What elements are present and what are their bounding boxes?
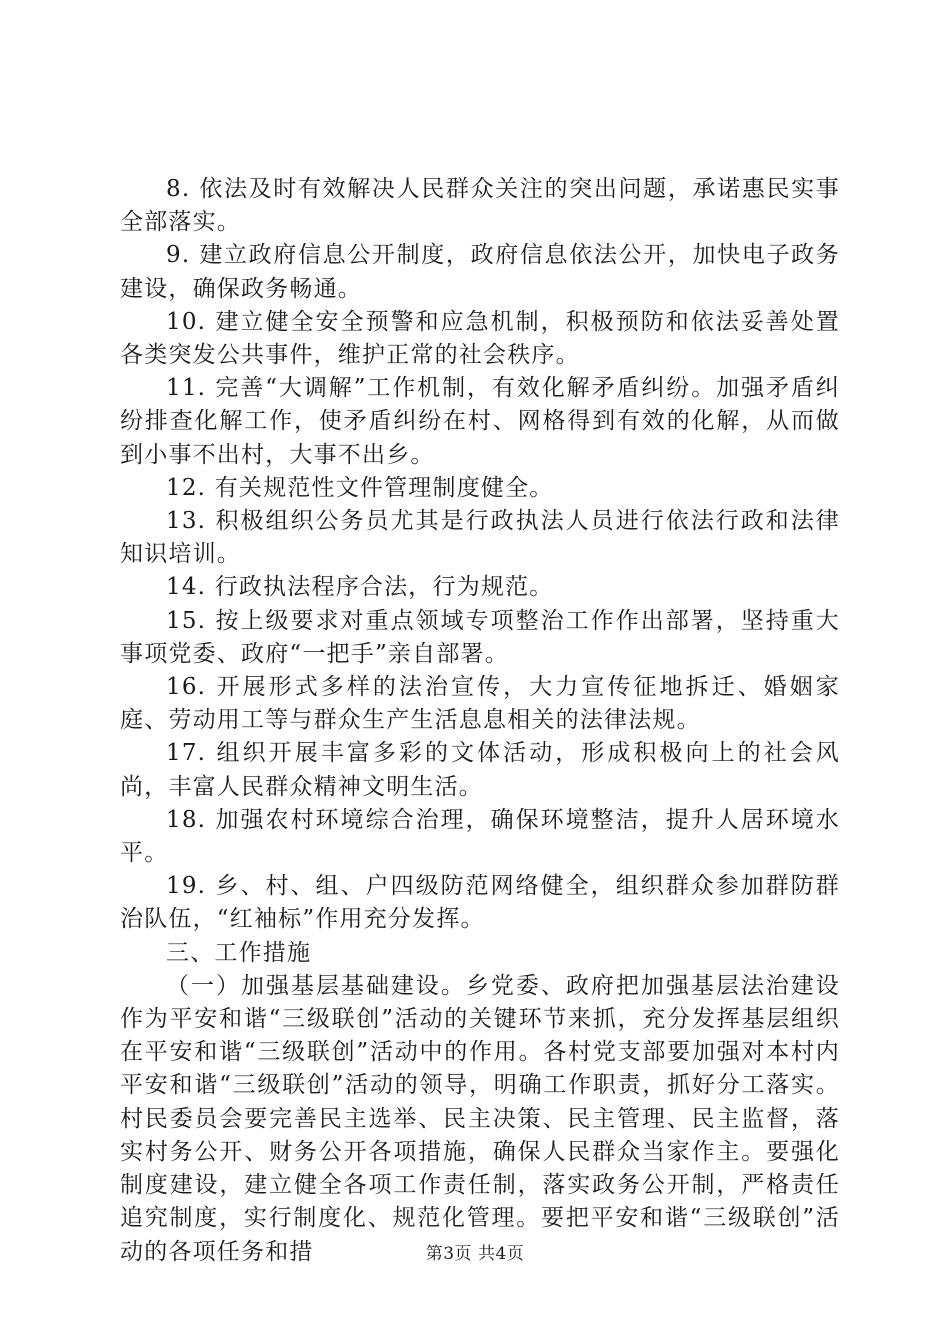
paragraph-item-10: 10. 建立健全安全预警和应急机制，积极预防和依法妥善处置各类突发公共事件，维护正常的社会秩序。	[120, 308, 840, 369]
paragraph-item-18: 18. 加强农村环境综合治理，确保环境整洁，提升人居环境水平。	[120, 806, 840, 867]
paragraph-item-14: 14. 行政执法程序合法，行为规范。	[166, 574, 554, 601]
paragraph-item-15: 15. 按上级要求对重点领域专项整治工作作出部署，坚持重大事项党委、政府“一把手”亲自部署。	[120, 607, 840, 667]
paragraph-measure-1: （一）加强基层基础建设。乡党委、政府把加强基层法治建设作为平安和谐“三级联创”活动的关键环节来抓，充分发挥基层组织在平安和谐“三级联创”活动中的作用。各村党支部要加强对本村内平安和谐“三级联创”活动的领导，明确工作职责，抓好分工落实。村民委员会要完善民主选举、民主决策、民主管理、民主监督，落实村务公开、财务公开各项措施，确保人民群众当家作主。要强化制度建设，建立健全各项工作责任制，落实政务公开制，严格责任追究制度，实行制度化、规范化管理。要把平安和谐“三级联创”活动的各项任务和措	[120, 972, 840, 1265]
paragraph-item-13: 13. 积极组织公务员尤其是行政执法人员进行依法行政和法律知识培训。	[120, 508, 840, 568]
paragraph-item-9: 9. 建立政府信息公开制度，政府信息依法公开，加快电子政务建设，确保政务畅通。	[120, 242, 840, 302]
paragraph-item-11: 11. 完善“大调解”工作机制，有效化解矛盾纠纷。加强矛盾纠纷排查化解工作，使矛盾纠纷在村、网格得到有效的化解，从而做到小事不出村，大事不出乡。	[120, 375, 840, 468]
section-heading-work-measures: 三、工作措施	[166, 939, 312, 966]
paragraph-item-19: 19. 乡、村、组、户四级防范网络健全，组织群众参加群防群治队伍，“红袖标”作用充分发挥。	[120, 873, 840, 933]
paragraph-item-8: 8. 依法及时有效解决人民群众关注的突出问题，承诺惠民实事全部落实。	[120, 176, 840, 236]
paragraph-item-16: 16. 开展形式多样的法治宣传，大力宣传征地拆迁、婚姻家庭、劳动用工等与群众生产生活息息相关的法律法规。	[120, 674, 840, 734]
page-number-footer: 第3页 共4页	[425, 1244, 525, 1264]
paragraph-item-12: 12. 有关规范性文件管理制度健全。	[166, 474, 554, 501]
paragraph-item-17: 17. 组织开展丰富多彩的文体活动，形成积极向上的社会风尚，丰富人民群众精神文明生活。	[120, 740, 840, 800]
document-body	[120, 173, 840, 1269]
